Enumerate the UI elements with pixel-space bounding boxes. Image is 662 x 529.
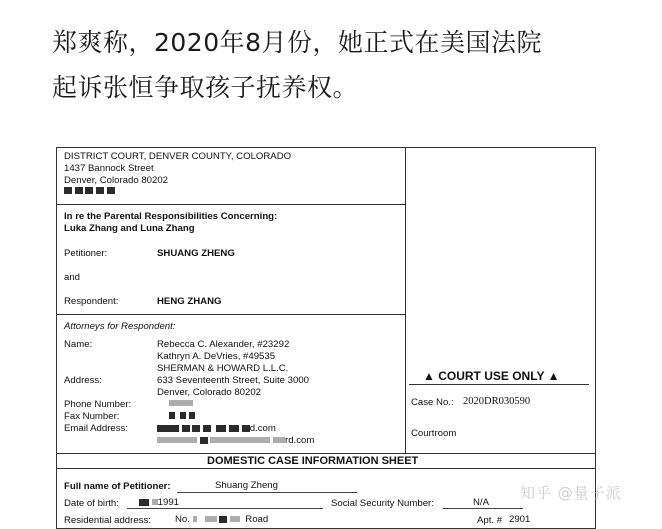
headline <box>52 20 642 110</box>
field-underline <box>127 508 323 509</box>
redacted-block <box>64 185 115 196</box>
residential-no: No. <box>175 514 190 525</box>
attorneys-heading: Attorneys for Respondent: <box>64 321 176 332</box>
and-label: and <box>64 272 81 283</box>
apt-label: Apt. # <box>477 515 503 526</box>
residential-label: Residential address: <box>64 515 151 526</box>
address-line-1: 633 Seventeenth Street, Suite 3000 <box>157 375 310 386</box>
court-city: Denver, Colorado 80202 <box>64 175 169 186</box>
case-no-label: Case No.: <box>411 397 454 408</box>
phone-label: Phone Number: <box>64 399 132 410</box>
petitioner-name: SHUANG ZHENG <box>157 248 235 259</box>
divider <box>57 468 595 469</box>
watermark <box>520 482 622 503</box>
dob-year: 1991 <box>157 497 180 508</box>
email-label: Email Address: <box>64 423 128 434</box>
ssn-value: N/A <box>473 497 489 508</box>
email-line-1 <box>157 423 276 434</box>
sheet-title: DOMESTIC CASE INFORMATION SHEET <box>207 455 419 467</box>
case-number: 2020DR030590 <box>463 396 531 407</box>
email-line-2 <box>157 435 314 446</box>
headline-line-2: 起诉张恒争取孩子抚养权。 <box>52 73 359 102</box>
email-2-tail: rd.com <box>285 435 315 446</box>
divider <box>409 384 589 385</box>
ssn-label: Social Security Number: <box>331 498 434 509</box>
address-line-2: Denver, Colorado 80202 <box>157 387 262 398</box>
residential-road: Road <box>245 514 269 525</box>
fax-label: Fax Number: <box>64 411 120 422</box>
courtroom-label: Courtroom <box>411 428 457 439</box>
address-label: Address: <box>64 375 102 386</box>
field-underline <box>177 492 357 493</box>
respondent-label: Respondent: <box>64 296 119 307</box>
attorney-name-1: Rebecca C. Alexander, #23292 <box>157 339 290 350</box>
full-name-value: Shuang Zheng <box>215 480 278 491</box>
court-document <box>56 147 596 529</box>
court-name: DISTRICT COURT, DENVER COUNTY, COLORADO <box>64 151 292 162</box>
headline-line-1: 郑爽称，2020年8月份，她正式在美国法院 <box>52 28 543 57</box>
dob-label: Date of birth: <box>64 498 119 509</box>
attorney-name-2: Kathryn A. DeVries, #49535 <box>157 351 276 362</box>
divider <box>57 204 406 205</box>
residential-value <box>175 514 268 525</box>
watermark-text: 知乎 @量子派 <box>520 484 622 502</box>
column-divider <box>405 148 406 454</box>
court-street: 1437 Bannock Street <box>64 163 154 174</box>
blurred-fax <box>169 410 195 421</box>
petitioner-label: Petitioner: <box>64 248 108 259</box>
apt-value: 2901 <box>509 514 531 525</box>
blurred-phone <box>169 398 193 409</box>
divider <box>57 314 406 315</box>
respondent-name: HENG ZHANG <box>157 296 222 307</box>
matter-title: In re the Parental Responsibilities Concerning: <box>64 211 278 222</box>
full-name-label: Full name of Petitioner: <box>64 481 171 492</box>
divider <box>57 453 595 454</box>
name-label: Name: <box>64 339 93 350</box>
dob-value <box>139 497 179 508</box>
court-use-only-label: ▲ COURT USE ONLY ▲ <box>423 369 560 383</box>
field-underline <box>443 508 523 509</box>
email-1-tail: d.com <box>249 423 276 434</box>
matter-children: Luka Zhang and Luna Zhang <box>64 223 195 234</box>
law-firm: SHERMAN & HOWARD L.L.C. <box>157 363 289 374</box>
